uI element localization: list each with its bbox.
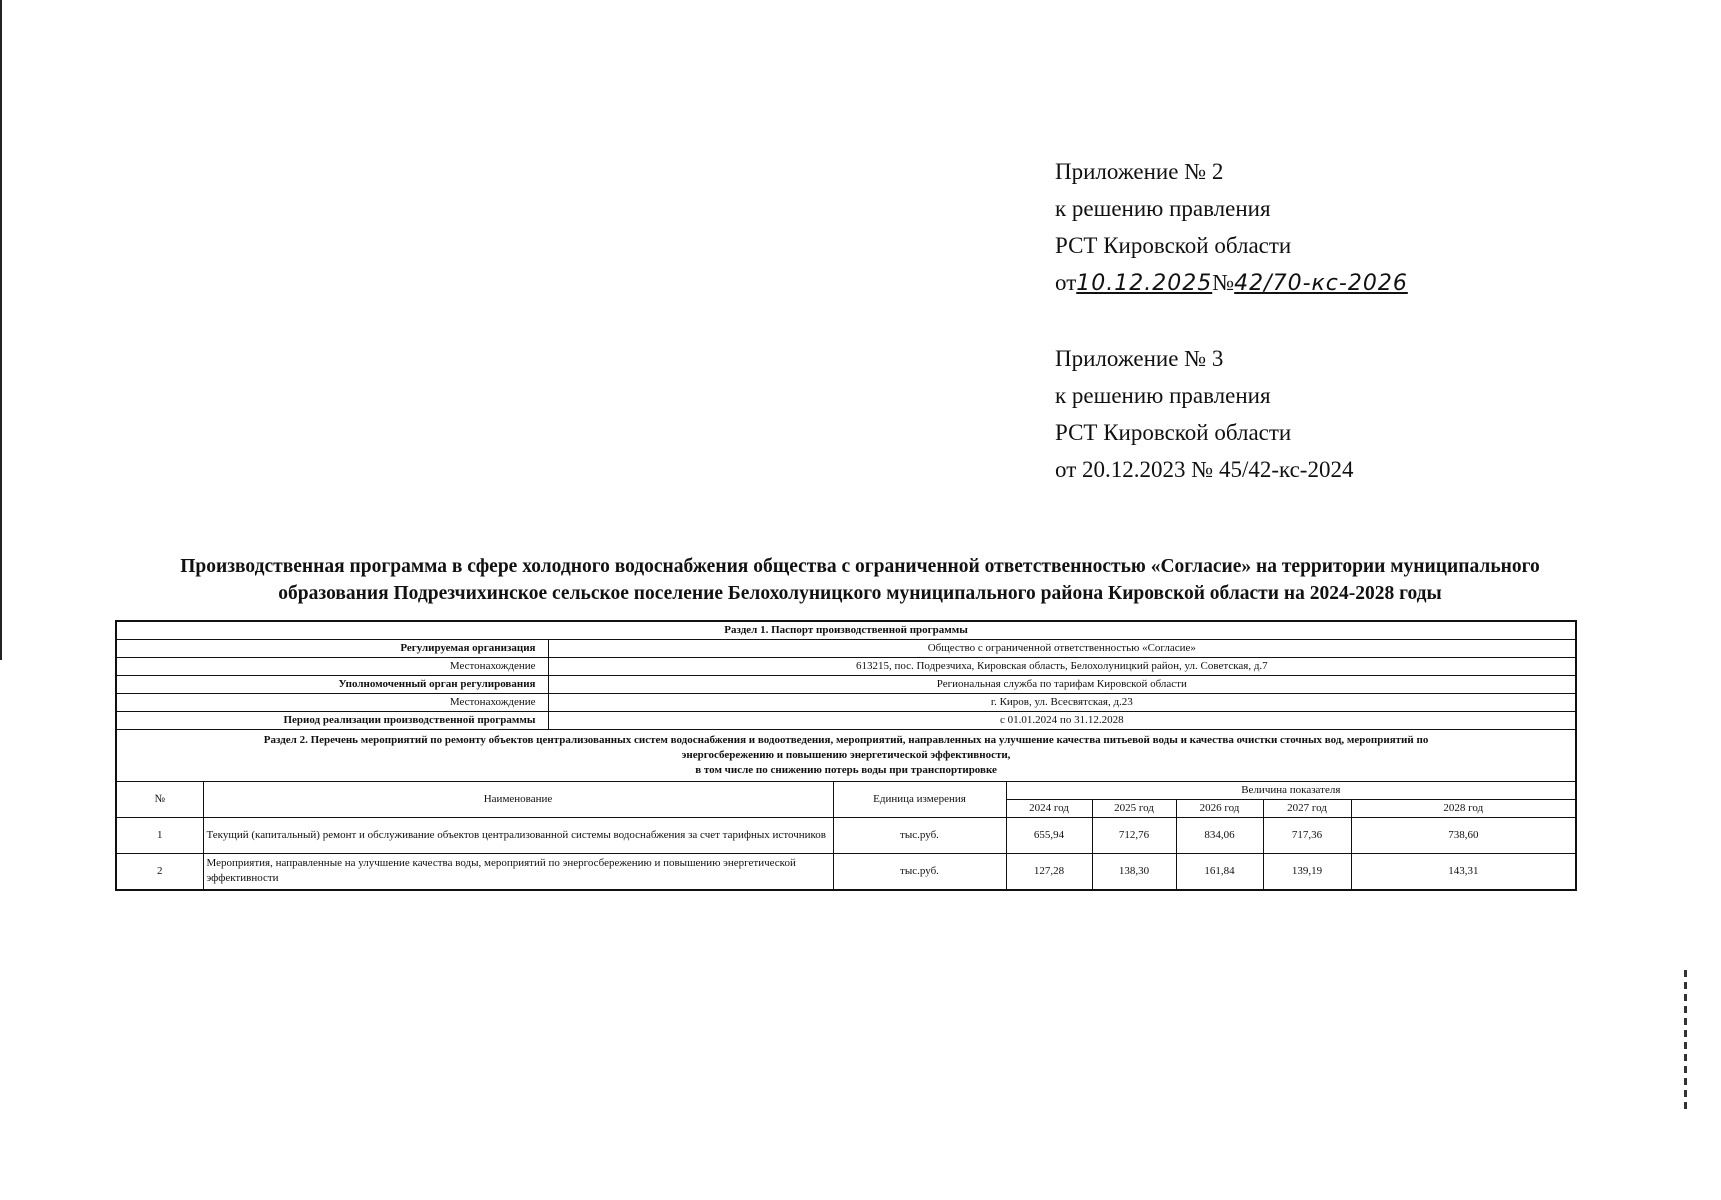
passport-label: Период реализации производственной программы (116, 712, 548, 730)
passport-label: Уполномоченный орган регулирования (116, 676, 548, 694)
appendix-3-block (1055, 340, 1615, 488)
passport-row (116, 658, 1576, 676)
appendix-3-line: от 20.12.2023 № 45/42-кс-2024 (1055, 457, 1354, 482)
row-value: 143,31 (1351, 854, 1576, 890)
passport-value: г. Киров, ул. Всесвятская, д.23 (548, 694, 1576, 712)
passport-value: 613215, пос. Подрезчиха, Кировская область, Белохолуницкий район, ул. Советская, д.7 (548, 658, 1576, 676)
passport-label: Регулируемая организация (116, 640, 548, 658)
header-name: Наименование (203, 782, 833, 818)
row-value: 127,28 (1006, 854, 1092, 890)
passport-label: Местонахождение (116, 694, 548, 712)
scan-edge-marks (1684, 970, 1687, 1110)
row-unit: тыс.руб. (833, 818, 1006, 854)
passport-row (116, 712, 1576, 730)
row-name: Текущий (капитальный) ремонт и обслуживание объектов централизованной системы водоснабжения за счет тарифных источников (203, 818, 833, 854)
passport-value: Региональная служба по тарифам Кировской области (548, 676, 1576, 694)
row-value: 712,76 (1092, 818, 1176, 854)
appendix-2-block (1055, 153, 1615, 302)
row-value: 161,84 (1176, 854, 1263, 890)
appendix-2-line: РСТ Кировской области (1055, 233, 1292, 258)
document-title-line: образования Подрезчихинское сельское поселение Белохолуницкого муниципального района Кировской области на 2024-2028 годы (278, 583, 1442, 604)
row-value: 738,60 (1351, 818, 1576, 854)
date-prefix: от (1055, 270, 1077, 295)
document-title-line: Производственная программа в сфере холодного водоснабжения общества с ограниченной ответственностью «Согласие» на территории муниципального (180, 556, 1540, 577)
section-2-title-line: энергосбережению и повышению энергетической эффективности, (681, 749, 1011, 761)
row-num: 1 (116, 818, 203, 854)
number-sign: № (1212, 270, 1235, 295)
header-year: 2027 год (1263, 800, 1351, 818)
appendix-3-line: Приложение № 3 (1055, 346, 1224, 371)
scan-edge-line (0, 0, 2, 660)
header-row (116, 782, 1576, 800)
header-year: 2024 год (1006, 800, 1092, 818)
passport-value: Общество с ограниченной ответственностью «Согласие» (548, 640, 1576, 658)
row-value: 655,94 (1006, 818, 1092, 854)
header-year: 2026 год (1176, 800, 1263, 818)
passport-value: с 01.01.2024 по 31.12.2028 (548, 712, 1576, 730)
section-2-title (116, 730, 1576, 782)
header-value-group: Величина показателя (1006, 782, 1576, 800)
appendix-3-line: к решению правления (1055, 383, 1271, 408)
row-value: 717,36 (1263, 818, 1351, 854)
handwritten-number: 42/70-кс-2026 (1234, 271, 1408, 296)
production-program-table (115, 620, 1577, 891)
section-1-title: Раздел 1. Паспорт производственной программы (116, 621, 1576, 640)
passport-row (116, 640, 1576, 658)
appendix-2-line: Приложение № 2 (1055, 159, 1224, 184)
section-2-title-line: в том числе по снижению потерь воды при транспортировке (695, 764, 997, 776)
row-value: 138,30 (1092, 854, 1176, 890)
appendix-3-line: РСТ Кировской области (1055, 420, 1292, 445)
appendix-2-line: к решению правления (1055, 196, 1271, 221)
section-2-title-line: Раздел 2. Перечень мероприятий по ремонту объектов централизованных систем водоснабжения и водоотведения, мероприятий, направленных на улучшение качества питьевой воды и качества очистки сточных вод, мероприятий по (263, 734, 1429, 746)
row-num: 2 (116, 854, 203, 890)
header-num: № (116, 782, 203, 818)
row-value: 834,06 (1176, 818, 1263, 854)
row-name: Мероприятия, направленные на улучшение качества воды, мероприятий по энергосбережению и повышению энергетической эффективности (203, 854, 833, 890)
appendix-2-date-line (1055, 264, 1615, 302)
table-row (116, 854, 1576, 890)
row-unit: тыс.руб. (833, 854, 1006, 890)
passport-row (116, 676, 1576, 694)
header-year: 2025 год (1092, 800, 1176, 818)
document-title (100, 553, 1620, 607)
header-unit: Единица измерения (833, 782, 1006, 818)
passport-label: Местонахождение (116, 658, 548, 676)
table-row (116, 818, 1576, 854)
passport-row (116, 694, 1576, 712)
handwritten-date: 10.12.2025 (1076, 271, 1213, 296)
header-year: 2028 год (1351, 800, 1576, 818)
row-value: 139,19 (1263, 854, 1351, 890)
